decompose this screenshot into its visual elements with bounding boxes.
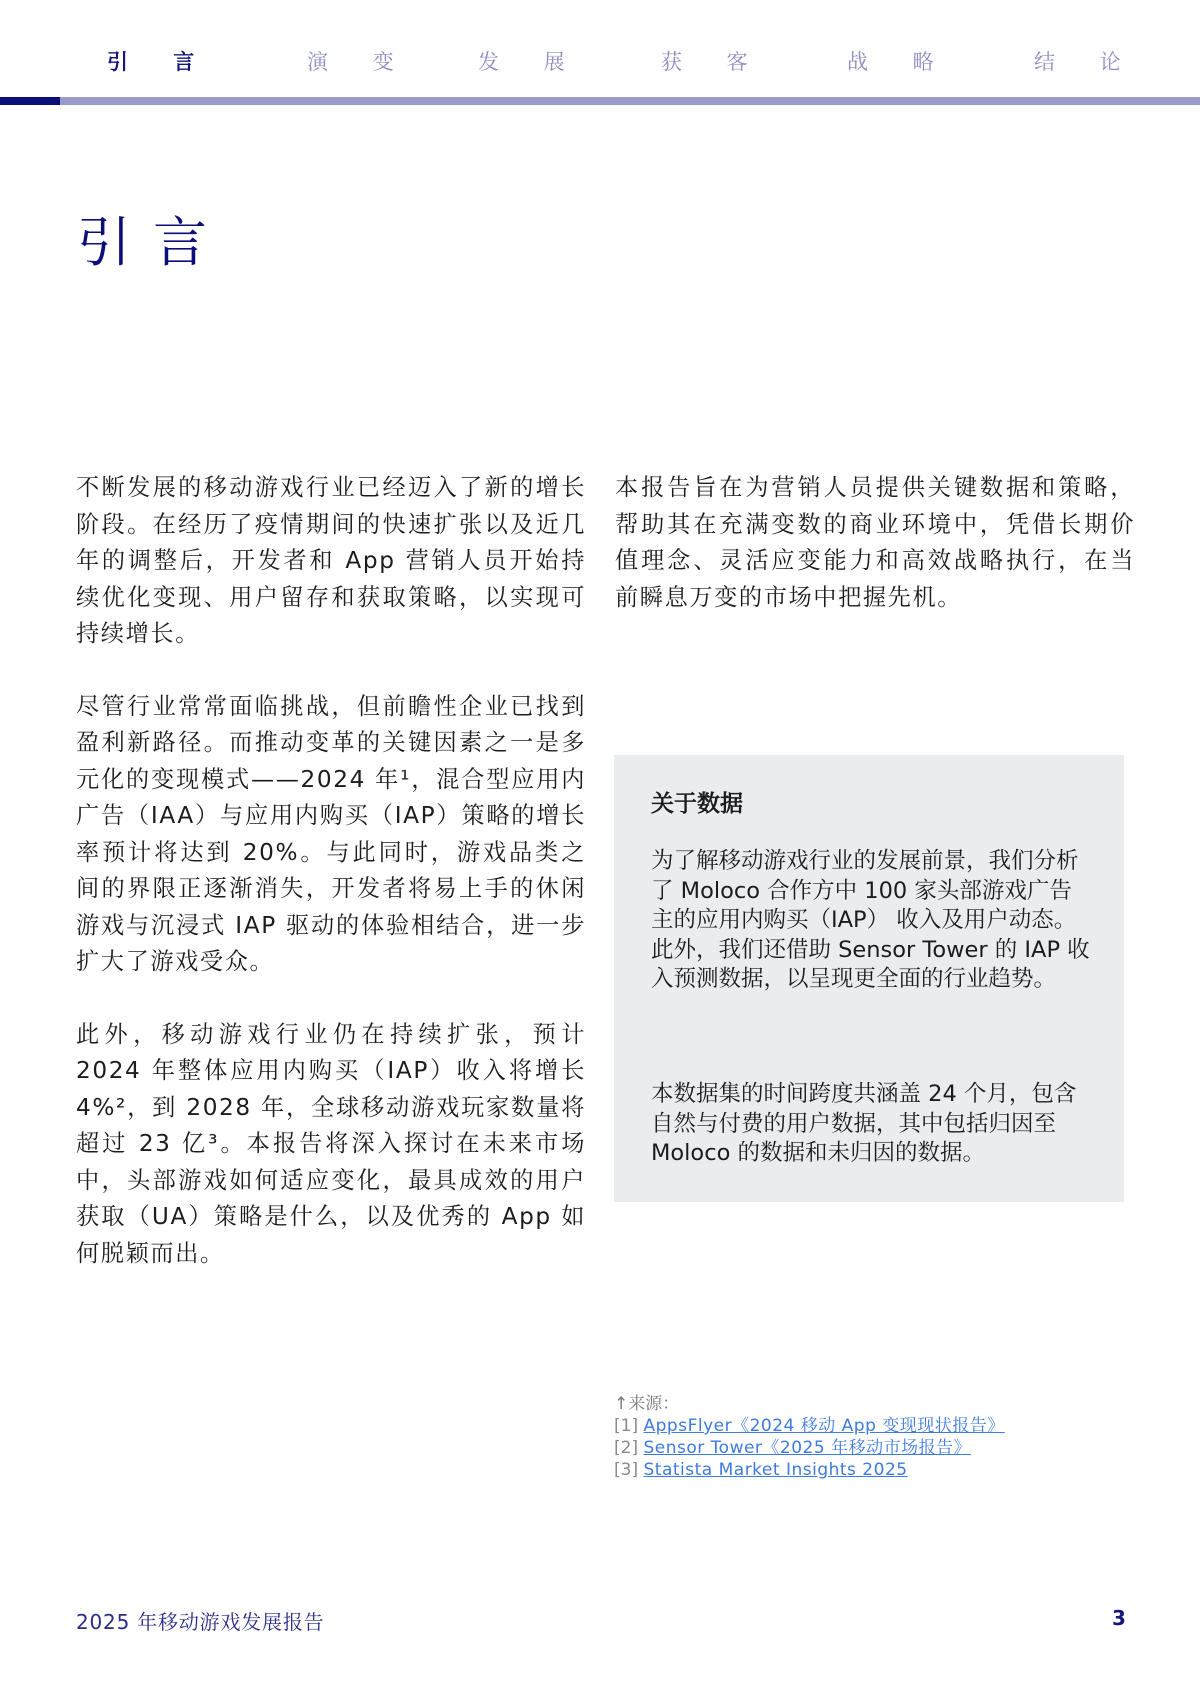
about-data-title: 关于数据 — [651, 791, 743, 817]
source-number: [3] — [614, 1460, 639, 1480]
nav-tab-introduction[interactable]: 引 言 — [107, 50, 214, 74]
about-data-box — [614, 755, 1124, 1202]
report-purpose-paragraph: 本报告旨在为营销人员提供关键数据和策略，帮助其在充满变数的商业环境中，凭借长期价值理念、灵活应变能力和高效战略执行，在当前瞬息万变的市场中把握先机。 — [615, 474, 1135, 611]
top-section-nav — [0, 0, 1200, 97]
nav-tab-development[interactable]: 发 展 — [478, 50, 584, 74]
page-title: 引言 — [77, 211, 229, 274]
intro-paragraph-2: 尽管行业常常面临挑战，但前瞻性企业已找到盈利新路径。而推动变革的关键因素之一是多元化的变现模式——2024 年¹，混合型应用内广告（IAA）与应用内购买（IAP）策略的增长率预计将达到 20%。与此同时，游戏品类之间的界限正逐渐消失，开发者将易上手的休闲游戏与沉浸式 IAP 驱动的体验相结合，进一步扩大了游戏受众。 — [76, 692, 586, 975]
source-link-sensor-tower[interactable]: Sensor Tower《2025 年移动市场报告》 — [643, 1438, 972, 1458]
nav-tab-conclusion[interactable]: 结 论 — [1034, 50, 1140, 74]
nav-tab-strategy[interactable]: 战 略 — [847, 50, 953, 74]
about-data-paragraph-1: 为了解移动游戏行业的发展前景，我们分析了 Moloco 合作方中 100 家头部游戏广告主的应用内购买（IAP） 收入及用户动态。此外，我们还借助 Sensor Tower 的 IAP 收入预测数据，以呈现更全面的行业趋势。 — [651, 848, 1090, 992]
footer-report-title: 2025 年移动游戏发展报告 — [76, 1610, 325, 1634]
nav-tab-evolution[interactable]: 演 变 — [307, 50, 413, 74]
intro-paragraph-3: 此外，移动游戏行业仍在持续扩张，预计 2024 年整体应用内购买（IAP）收入将增长 4%²，到 2028 年，全球移动游戏玩家数量将超过 23 亿³。本报告将深入探讨在未来市场中，头部游戏如何适应变化，最具成效的用户获取（UA）策略是什么，以及优秀的 App 如何脱颖而出。 — [76, 1020, 586, 1267]
intro-paragraph-1: 不断发展的移动游戏行业已经迈入了新的增长阶段。在经历了疫情期间的快速扩张以及近几年的调整后，开发者和 App 营销人员开始持续优化变现、用户留存和获取策略，以实现可持续增长。 — [76, 474, 586, 647]
source-number: [1] — [614, 1416, 639, 1436]
page-number: 3 — [1112, 1606, 1126, 1630]
source-link-appsflyer[interactable]: AppsFlyer《2024 移动 App 变现现状报告》 — [643, 1416, 1005, 1436]
about-data-paragraph-2: 本数据集的时间跨度共涵盖 24 个月，包含自然与付费的用户数据，其中包括归因至 Moloco 的数据和未归因的数据。 — [651, 1081, 1077, 1166]
sources-heading: ↑来源： — [614, 1394, 680, 1414]
right-column — [615, 470, 1135, 616]
source-item-1 — [614, 1415, 1005, 1437]
section-progress-bar — [0, 97, 1200, 105]
source-link-statista[interactable]: Statista Market Insights 2025 — [643, 1460, 908, 1480]
sources-list — [614, 1393, 1005, 1481]
source-number: [2] — [614, 1438, 639, 1458]
source-item-2 — [614, 1437, 1005, 1459]
source-item-3 — [614, 1459, 1005, 1481]
left-column — [76, 470, 586, 1272]
nav-tab-acquisition[interactable]: 获 客 — [661, 50, 767, 74]
section-progress-fill — [0, 97, 60, 105]
